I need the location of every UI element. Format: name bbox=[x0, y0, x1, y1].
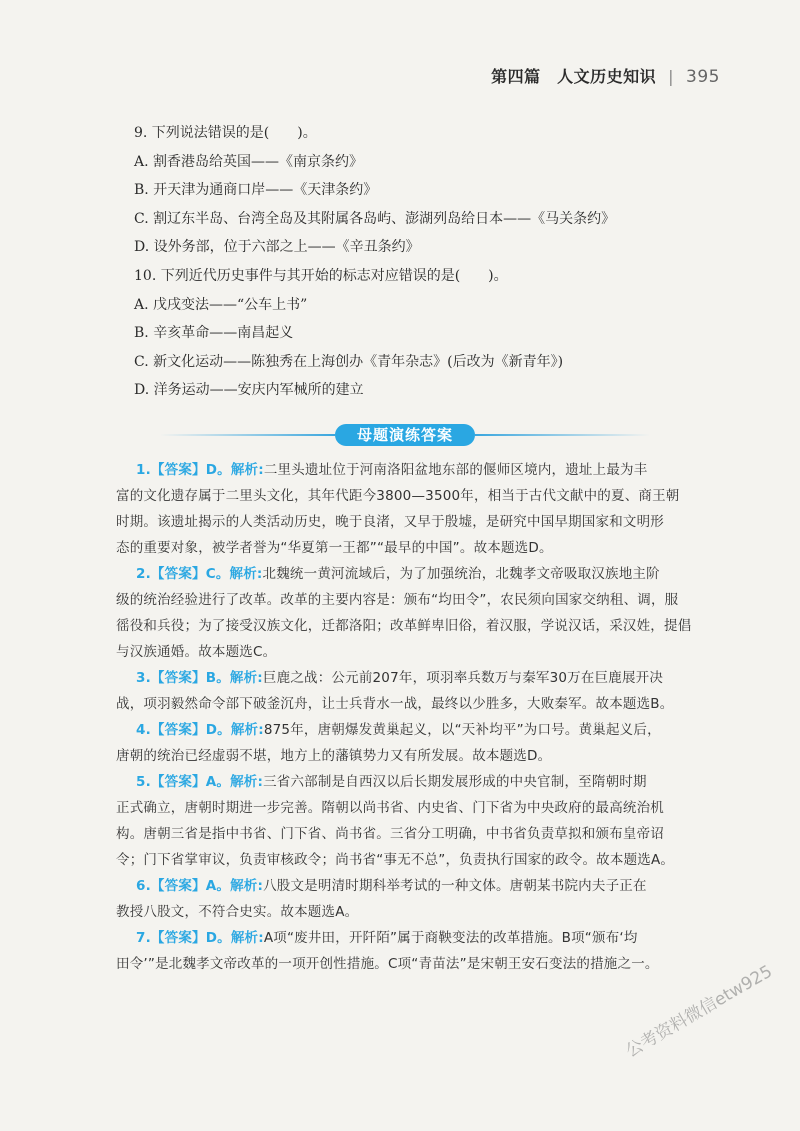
answer-number: 2. bbox=[136, 566, 151, 582]
answer-section-banner bbox=[160, 424, 650, 446]
answer-item bbox=[116, 561, 720, 665]
banner-line-left bbox=[160, 434, 335, 436]
answer-number: 5. bbox=[136, 774, 151, 790]
answer-line: 唐朝的统治已经虚弱不堪，地方上的藩镇势力又有所发展。故本题选D。 bbox=[116, 748, 552, 764]
answer-number: 3. bbox=[136, 670, 151, 686]
header-separator: | bbox=[668, 67, 675, 86]
answer-tag: 【答案】A。解析: bbox=[150, 878, 264, 894]
answer-text: 三省六部制是自西汉以后长期发展形成的中央官制，至隋朝时期 bbox=[263, 774, 647, 790]
answer-item bbox=[116, 717, 720, 769]
answer-item bbox=[116, 665, 720, 717]
page-header bbox=[491, 64, 720, 87]
answer-item bbox=[116, 873, 720, 925]
question-line: C. 割辽东半岛、台湾全岛及其附属各岛屿、澎湖列岛给日本——《马关条约》 bbox=[134, 210, 616, 227]
answer-number: 7. bbox=[136, 930, 151, 946]
answer-line bbox=[116, 665, 720, 691]
answer-number: 4. bbox=[136, 722, 151, 738]
answer-line bbox=[116, 873, 720, 899]
question-line: D. 设外务部，位于六部之上——《辛丑条约》 bbox=[134, 239, 420, 256]
answer-line: 战，项羽毅然命令部下破釜沉舟，让士兵背水一战，最终以少胜多，大败秦军。故本题选B。 bbox=[116, 696, 674, 712]
answer-list bbox=[116, 457, 720, 977]
answer-line: 徭役和兵役；为了接受汉族文化，迁都洛阳；改革鲜卑旧俗，着汉服，学说汉话，采汉姓，提倡 bbox=[116, 618, 692, 634]
question-line: 9. 下列说法错误的是( )。 bbox=[134, 125, 317, 141]
answer-text: 二里头遗址位于河南洛阳盆地东部的偃师区境内，遗址上最为丰 bbox=[263, 462, 648, 478]
page-number: 395 bbox=[686, 67, 720, 87]
answer-tag: 【答案】D。解析: bbox=[150, 722, 264, 738]
section-title: 第四篇 人文历史知识 bbox=[491, 67, 657, 86]
question-line: B. 开天津为通商口岸——《天津条约》 bbox=[134, 182, 378, 199]
question-line: A. 戊戌变法——“公车上书” bbox=[134, 296, 308, 313]
question-line: 10. 下列近代历史事件与其开始的标志对应错误的是( )。 bbox=[134, 267, 508, 284]
answer-tag: 【答案】A。解析: bbox=[150, 774, 264, 790]
answer-line bbox=[116, 717, 720, 743]
answer-text: 巨鹿之战：公元前207年，项羽率兵数万与秦军30万在巨鹿展开决 bbox=[262, 670, 664, 686]
answer-tag: 【答案】C。解析: bbox=[150, 566, 263, 582]
answer-line: 与汉族通婚。故本题选C。 bbox=[116, 644, 277, 660]
answer-number: 1. bbox=[136, 462, 151, 478]
answer-line: 正式确立，唐朝时期进一步完善。隋朝以尚书省、内史省、门下省为中央政府的最高统治机 bbox=[116, 800, 664, 816]
answer-section-title: 母题演练答案 bbox=[335, 424, 475, 446]
answer-line: 令；门下省掌审议，负责审核政令；尚书省“事无不总”，负责执行国家的政令。故本题选A。 bbox=[116, 852, 675, 868]
question-list bbox=[134, 119, 734, 405]
answer-tag: 【答案】D。解析: bbox=[150, 462, 264, 478]
answer-line bbox=[116, 561, 720, 587]
question-line: B. 辛亥革命——南昌起义 bbox=[134, 325, 294, 342]
answer-line: 态的重要对象，被学者誉为“华夏第一王都”“最早的中国”。故本题选D。 bbox=[116, 540, 553, 556]
answer-text: 北魏统一黄河流域后，为了加强统治，北魏孝文帝吸取汉族地主阶 bbox=[262, 566, 660, 582]
answer-line bbox=[116, 457, 720, 483]
answer-item bbox=[116, 457, 720, 561]
answer-line: 构。唐朝三省是指中书省、门下省、尚书省。三省分工明确，中书省负责草拟和颁布皇帝诏 bbox=[116, 826, 664, 842]
question-line: C. 新文化运动——陈独秀在上海创办《青年杂志》(后改为《新青年》) bbox=[134, 353, 564, 370]
answer-line bbox=[116, 769, 720, 795]
answer-tag: 【答案】B。解析: bbox=[150, 670, 263, 686]
answer-number: 6. bbox=[136, 878, 151, 894]
answer-text: 八股文是明清时期科举考试的一种文体。唐朝某书院内夫子正在 bbox=[263, 878, 647, 894]
answer-item bbox=[116, 769, 720, 873]
banner-line-right bbox=[475, 434, 650, 436]
answer-line bbox=[116, 925, 720, 951]
question-line: D. 洋务运动——安庆内军械所的建立 bbox=[134, 382, 364, 399]
question-line: A. 割香港岛给英国——《南京条约》 bbox=[134, 153, 364, 170]
answer-text: 875年，唐朝爆发黄巢起义，以“天补均平”为口号。黄巢起义后， bbox=[263, 722, 661, 738]
watermark-text: 公考资料微信etw925 bbox=[622, 961, 776, 1062]
answer-line: 教授八股文，不符合史实。故本题选A。 bbox=[116, 904, 359, 920]
answer-line: 富的文化遗存属于二里头文化，其年代距今3800—3500年，相当于古代文献中的夏、商王朝 bbox=[116, 488, 680, 504]
answer-line: 级的统治经验进行了改革。改革的主要内容是：颁布“均田令”，农民须向国家交纳租、调，服 bbox=[116, 592, 679, 608]
answer-text: A项“废井田，开阡陌”属于商鞅变法的改革措施。B项“颁布‘均 bbox=[263, 930, 638, 946]
answer-line: 时期。该遗址揭示的人类活动历史，晚于良渚，又早于殷墟，是研究中国早期国家和文明形 bbox=[116, 514, 664, 530]
answer-line: 田令’”是北魏孝文帝改革的一项开创性措施。C项“青苗法”是宋朝王安石变法的措施之一。 bbox=[116, 956, 659, 972]
answer-item bbox=[116, 925, 720, 977]
answer-tag: 【答案】D。解析: bbox=[150, 930, 264, 946]
